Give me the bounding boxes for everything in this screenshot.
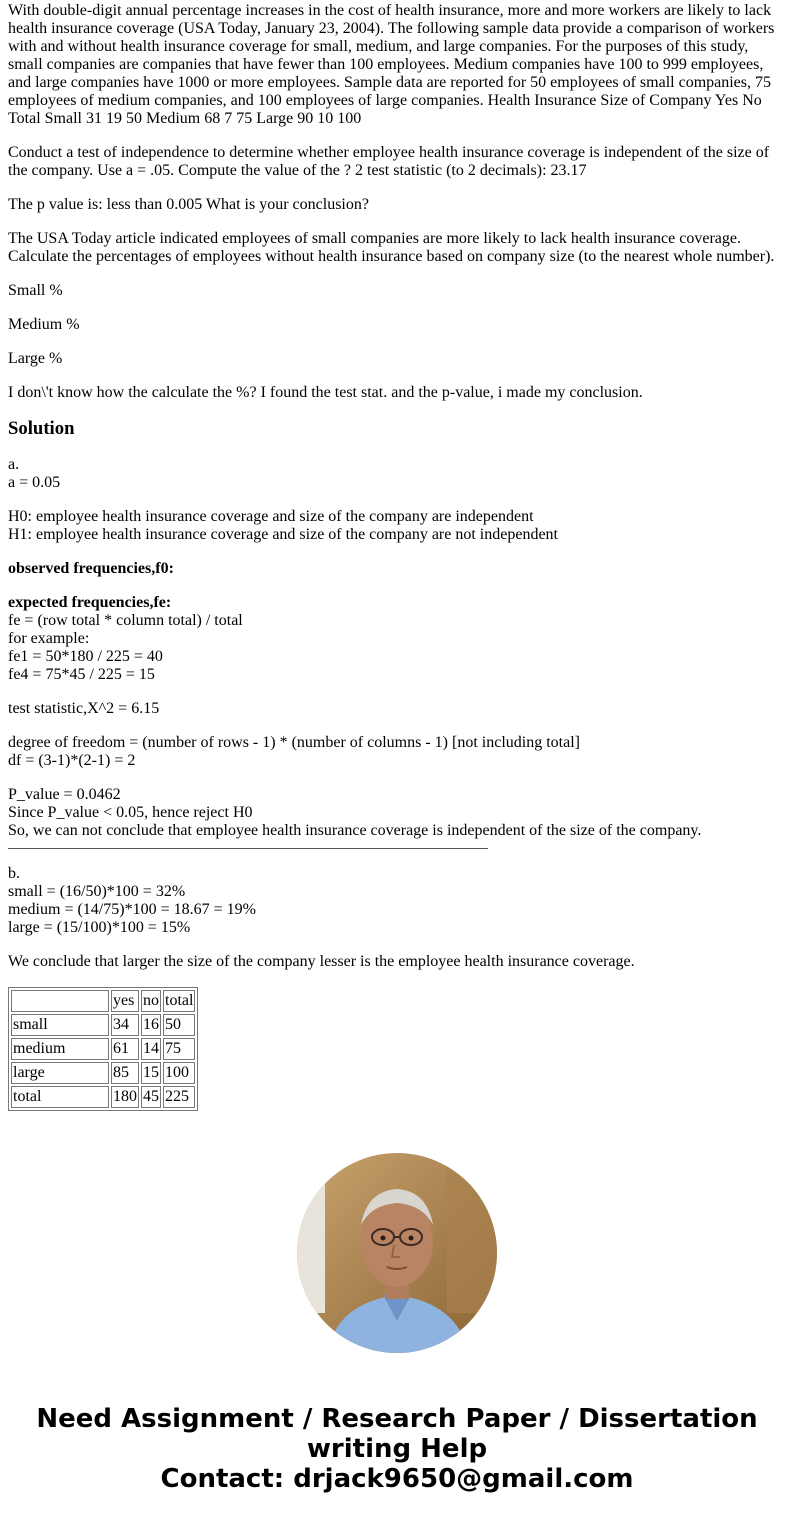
footer-line-2: writing Help — [306, 1434, 488, 1464]
solution-part-a — [8, 456, 786, 492]
observed-frequencies-label: observed frequencies,f0: — [8, 560, 174, 577]
question-medium-pct: Medium % — [8, 316, 80, 333]
table-row — [11, 1062, 195, 1084]
author-avatar — [297, 1153, 497, 1353]
question-small-pct: Small % — [8, 282, 63, 299]
part-b-label: b. — [8, 865, 20, 882]
question-usa-today: The USA Today article indicated employees of small companies are more likely to lack health insurance coverage. Calculate the percentages of employees without health insurance based on company size (to the nearest whole number). — [8, 230, 775, 265]
alt-hypothesis: H1: employee health insurance coverage and size of the company are not independent — [8, 526, 558, 543]
table-header-row — [11, 990, 195, 1012]
table-header-cell — [11, 990, 109, 1012]
question-intro: With double-digit annual percentage increases in the cost of health insurance, more and more workers are likely to lack health insurance coverage (USA Today, January 23, 2004). The following sample data provide a comparison of workers with and without health insurance coverage for small, medium, and large companies. For the purposes of this study, small companies are companies that have fewer than 100 employees. Medium companies have 100 to 999 employees, and large companies have 1000 or more employees. Sample data are reported for 50 employees of small companies, 75 employees of medium companies, and 100 employees of large companies. Health Insurance Size of Company Yes No Total Small 31 19 50 Medium 68 7 75 Large 90 10 100 — [8, 2, 775, 127]
question-large-pct: Large % — [8, 350, 63, 367]
table-cell: 45 — [141, 1086, 161, 1108]
question-note: I don\'t know how the calculate the %? I found the test stat. and the p-value, i made my conclusion. — [8, 384, 643, 401]
hypotheses — [8, 508, 786, 544]
table-header-cell: no — [141, 990, 161, 1012]
final-conclusion: We conclude that larger the size of the company lesser is the employee health insurance coverage. — [8, 953, 635, 970]
table-cell: large — [11, 1062, 109, 1084]
author-portrait-image — [297, 1153, 497, 1353]
divider — [8, 848, 488, 849]
large-percentage: large = (15/100)*100 = 15% — [8, 919, 191, 936]
question-test-prompt: Conduct a test of independence to determine whether employee health insurance coverage is independent of the size of the company. Use a = .05. Compute the value of the ? 2 test statistic (to 2 decimals): 23.17 — [8, 144, 770, 179]
solution-part-b — [8, 865, 786, 937]
table-cell: 100 — [163, 1062, 195, 1084]
null-hypothesis: H0: employee health insurance coverage and size of the company are independent — [8, 508, 534, 525]
part-a-label: a. — [8, 456, 20, 473]
table-cell: 180 — [111, 1086, 139, 1108]
df-value: df = (3-1)*(2-1) = 2 — [8, 752, 136, 769]
footer-line-1: Need Assignment / Research Paper / Dissertation — [36, 1404, 758, 1434]
table-cell: total — [11, 1086, 109, 1108]
table-cell: 61 — [111, 1038, 139, 1060]
footer-contact: Contact: drjack9650@gmail.com — [160, 1464, 634, 1494]
expected-frequencies — [8, 594, 786, 684]
table-cell: 225 — [163, 1086, 195, 1108]
p-value-conclusion — [8, 786, 786, 840]
alpha-value: a = 0.05 — [8, 474, 61, 491]
fe1-calc: fe1 = 50*180 / 225 = 40 — [8, 648, 163, 665]
expected-frequencies-label: expected frequencies,fe: — [8, 594, 172, 611]
for-example: for example: — [8, 630, 90, 647]
medium-percentage: medium = (14/75)*100 = 18.67 = 19% — [8, 901, 256, 918]
table-cell: 75 — [163, 1038, 195, 1060]
table-cell: 16 — [141, 1014, 161, 1036]
table-cell: 14 — [141, 1038, 161, 1060]
dof-formula: degree of freedom = (number of rows - 1) * (number of columns - 1) [not including total] — [8, 734, 580, 751]
small-percentage: small = (16/50)*100 = 32% — [8, 883, 186, 900]
table-header-cell: total — [163, 990, 195, 1012]
table-row — [11, 1086, 195, 1108]
table-cell: medium — [11, 1038, 109, 1060]
table-cell: 15 — [141, 1062, 161, 1084]
frequency-table — [8, 987, 198, 1111]
table-cell: 50 — [163, 1014, 195, 1036]
table-cell: small — [11, 1014, 109, 1036]
p-value: P_value = 0.0462 — [8, 786, 121, 803]
test-statistic: test statistic,X^2 = 6.15 — [8, 700, 160, 717]
footer-banner — [0, 1404, 794, 1494]
solution-heading: Solution — [8, 418, 75, 439]
question-p-value: The p value is: less than 0.005 What is your conclusion? — [8, 196, 369, 213]
table-cell: 34 — [111, 1014, 139, 1036]
fe4-calc: fe4 = 75*45 / 225 = 15 — [8, 666, 155, 683]
table-row — [11, 1038, 195, 1060]
fe-formula: fe = (row total * column total) / total — [8, 612, 243, 629]
table-cell: 85 — [111, 1062, 139, 1084]
degrees-of-freedom — [8, 734, 786, 770]
table-header-cell: yes — [111, 990, 139, 1012]
since-statement: Since P_value < 0.05, hence reject H0 — [8, 804, 253, 821]
table-row — [11, 1014, 195, 1036]
so-statement: So, we can not conclude that employee health insurance coverage is independent of the size of the company. — [8, 822, 702, 839]
